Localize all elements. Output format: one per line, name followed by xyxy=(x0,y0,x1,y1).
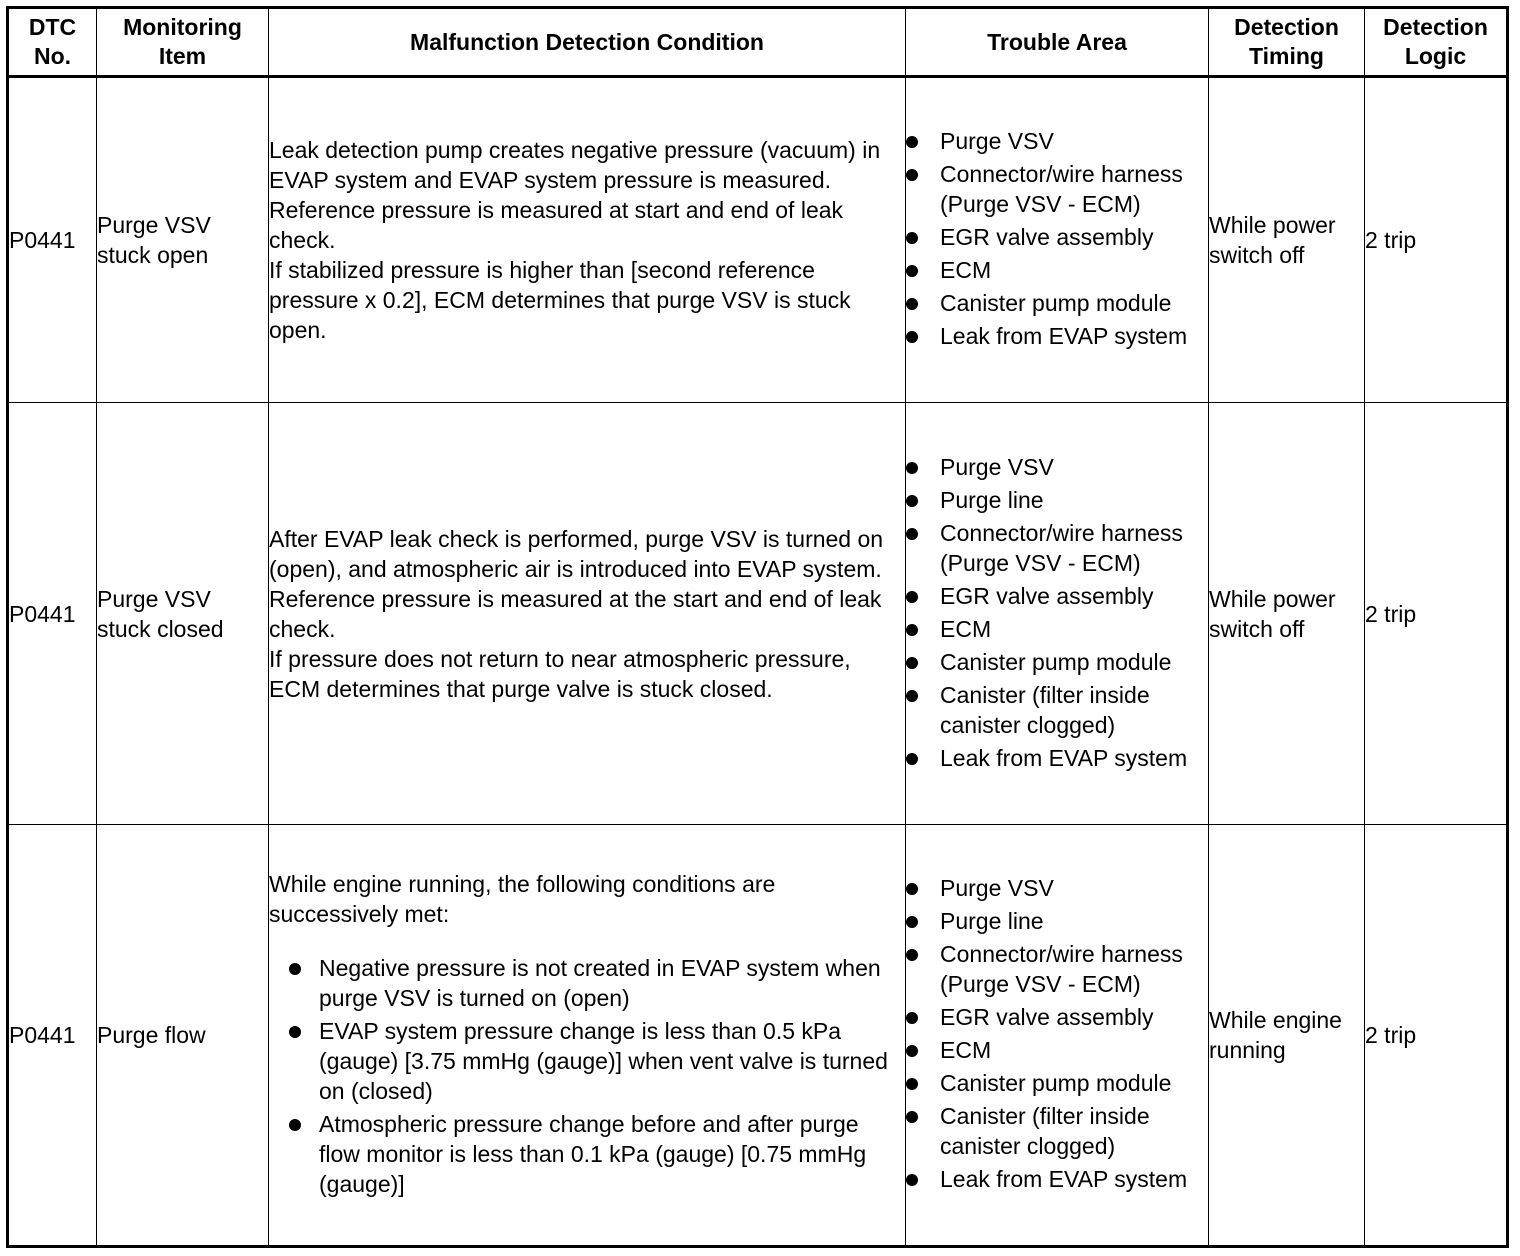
dtc-code: P0441 xyxy=(8,825,97,1247)
list-item: Connector/wire harness (Purge VSV - ECM) xyxy=(906,939,1208,999)
trouble-area xyxy=(906,403,1209,825)
list-item: Purge VSV xyxy=(906,452,1208,482)
list-item: Leak from EVAP system xyxy=(906,321,1208,351)
detection-timing: While power switch off xyxy=(1209,403,1365,825)
header-trouble-area: Trouble Area xyxy=(906,8,1209,77)
list-item: ECM xyxy=(906,614,1208,644)
list-item: Leak from EVAP system xyxy=(906,743,1208,773)
list-item: EGR valve assembly xyxy=(906,222,1208,252)
dtc-table xyxy=(6,6,1509,1248)
list-item: Purge line xyxy=(906,485,1208,515)
trouble-list xyxy=(906,873,1208,1194)
list-item: Connector/wire harness (Purge VSV - ECM) xyxy=(906,518,1208,578)
list-item: Purge line xyxy=(906,906,1208,936)
table-row xyxy=(8,77,1508,403)
monitoring-item: Purge VSV stuck closed xyxy=(97,403,269,825)
list-item: ECM xyxy=(906,255,1208,285)
list-item: Canister pump module xyxy=(906,1068,1208,1098)
trouble-list xyxy=(906,452,1208,773)
header-detection-logic: Detection Logic xyxy=(1365,8,1508,77)
trouble-area xyxy=(906,825,1209,1247)
list-item: Canister (filter inside canister clogged) xyxy=(906,680,1208,740)
trouble-list xyxy=(906,126,1208,351)
list-item: Purge VSV xyxy=(906,126,1208,156)
header-row xyxy=(8,8,1508,77)
monitoring-item: Purge flow xyxy=(97,825,269,1247)
monitoring-item: Purge VSV stuck open xyxy=(97,77,269,403)
table-row xyxy=(8,403,1508,825)
dtc-code: P0441 xyxy=(8,403,97,825)
header-condition: Malfunction Detection Condition xyxy=(269,8,906,77)
condition-intro: While engine running, the following conditions are successively met: xyxy=(269,870,776,927)
detection-condition: Leak detection pump creates negative pressure (vacuum) in EVAP system and EVAP system pressure is measured. Reference pressure is measured at start and end of leak check. If stabilized pressure is higher than [second reference pressure x 0.2], ECM determines that purge VSV is stuck open. xyxy=(269,77,906,403)
detection-condition xyxy=(269,825,906,1247)
list-item: Connector/wire harness (Purge VSV - ECM) xyxy=(906,159,1208,219)
list-item: Canister pump module xyxy=(906,647,1208,677)
list-item: Purge VSV xyxy=(906,873,1208,903)
list-item: EVAP system pressure change is less than 0.5 kPa (gauge) [3.75 mmHg (gauge)] when vent valve is turned on (closed) xyxy=(269,1016,905,1106)
detection-logic: 2 trip xyxy=(1365,77,1508,403)
list-item: Atmospheric pressure change before and after purge flow monitor is less than 0.1 kPa (gauge) [0.75 mmHg (gauge)] xyxy=(269,1109,905,1199)
detection-logic: 2 trip xyxy=(1365,825,1508,1247)
header-dtc-no: DTC No. xyxy=(8,8,97,77)
list-item: Negative pressure is not created in EVAP system when purge VSV is turned on (open) xyxy=(269,953,905,1013)
list-item: Canister (filter inside canister clogged) xyxy=(906,1101,1208,1161)
detection-timing: While engine running xyxy=(1209,825,1365,1247)
table-row xyxy=(8,825,1508,1247)
list-item: EGR valve assembly xyxy=(906,581,1208,611)
header-detection-timing: Detection Timing xyxy=(1209,8,1365,77)
list-item: EGR valve assembly xyxy=(906,1002,1208,1032)
list-item: ECM xyxy=(906,1035,1208,1065)
list-item: Canister pump module xyxy=(906,288,1208,318)
condition-list xyxy=(269,953,905,1199)
detection-logic: 2 trip xyxy=(1365,403,1508,825)
list-item: Leak from EVAP system xyxy=(906,1164,1208,1194)
trouble-area xyxy=(906,77,1209,403)
dtc-code: P0441 xyxy=(8,77,97,403)
detection-timing: While power switch off xyxy=(1209,77,1365,403)
header-monitoring-item: Monitoring Item xyxy=(97,8,269,77)
detection-condition: After EVAP leak check is performed, purge VSV is turned on (open), and atmospheric air is introduced into EVAP system. Reference pressure is measured at the start and end of leak check. If pressure does not return to near atmospheric pressure, ECM determines that purge valve is stuck closed. xyxy=(269,403,906,825)
